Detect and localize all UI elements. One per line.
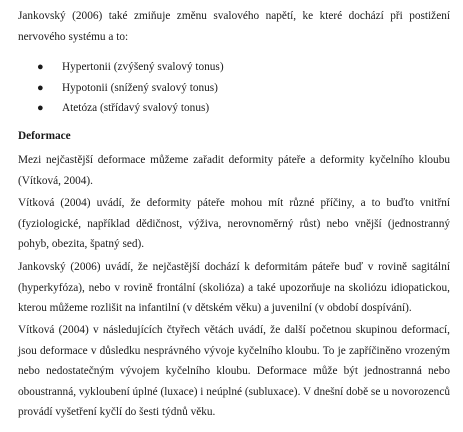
bullet-icon: ● bbox=[37, 61, 44, 73]
list-item-text: Atetóza (střídavý svalový tonus) bbox=[62, 102, 210, 114]
bullet-icon: ● bbox=[37, 102, 44, 114]
list-item bbox=[18, 57, 224, 78]
paragraph: Vítková (2004) v následujících čtyřech větách uvádí, že další početnou skupinou deformací, jsou deformace v důsledku nesprávného vývoje kyčelního kloubu. To je zapříčiněno vrozeným nebo nedostatečným vývojem kyčelního kloubu. Deformace může být jednostranná nebo oboustranná, vykloubení úplné (luxace) i neúplné (subluxace). V dnešní době se u novorozenců provádí vyšetření kyčlí do šesti týdnů věku. bbox=[18, 324, 450, 418]
section-heading: Deformace bbox=[18, 130, 71, 142]
paragraph: Mezi nejčastější deformace můžeme zařadit deformity páteře a deformity kyčelního kloubu (Vítková, 2004). bbox=[18, 154, 450, 187]
intro-paragraph: Jankovský (2006) také zmiňuje změnu svalového napětí, ke které dochází při postižení nervového systému a to: bbox=[18, 10, 450, 43]
paragraph: Vítková (2004) uvádí, že deformity páteře mohou mít různé příčiny, a to buďto vnitřní (fyziologické, například dědičnost, výživa, nerovnoměrný růst) nebo vnější (jednostranný pohyb, obezita, špatný sed). bbox=[18, 197, 450, 250]
list-item-text: Hypotonii (snížený svalový tonus) bbox=[62, 81, 218, 94]
paragraph: Jankovský (2006) uvádí, že nejčastější dochází k deformitám páteře buď v rovině sagitální (hyperkyfóza), nebo v rovině frontální (skolióza) a také upozorňuje na skoliózu idiopatickou, kterou můžeme rozlišit na infantilní (v dětském věku) a juvenilní (v období dospívání). bbox=[18, 261, 450, 314]
list-item-text: Hypertonii (zvýšený svalový tonus) bbox=[62, 61, 224, 73]
muscle-tone-list bbox=[18, 57, 224, 119]
list-item bbox=[18, 98, 224, 119]
list-item bbox=[18, 78, 224, 99]
bullet-icon: ● bbox=[37, 81, 44, 94]
